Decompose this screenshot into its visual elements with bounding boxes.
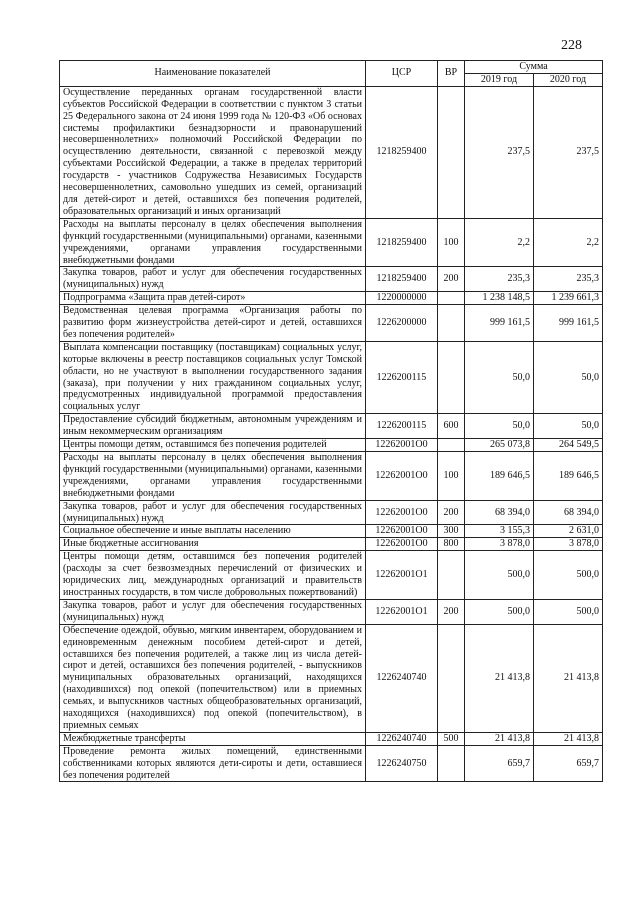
table-row	[60, 267, 603, 292]
cell-csr: 1226200115	[366, 414, 438, 439]
cell-csr: 1218259400	[366, 218, 438, 267]
cell-name: Осуществление переданных органам государственной власти субъектов Российской Федерации в соответствии с пунктом 3 статьи 25 Федерального закона от 24 июня 1999 года № 120-ФЗ «Об основах системы профилактики безнадзорности и правонарушений несовершеннолетних» полномочий Российской Федерации по осуществлению деятельности, связанной с перевозкой между субъектами Российской Федерации, а также в пределах территорий государств - участников Содружества Независимых Государств несовершеннолетних, самовольно ушедших из семей, организаций для детей-сирот и детей, оставшихся без попечения родителей, образовательных организаций и иных организаций	[60, 86, 366, 218]
cell-vr	[438, 86, 465, 218]
cell-csr: 1226240750	[366, 745, 438, 782]
cell-y2020: 50,0	[534, 341, 603, 413]
cell-vr	[438, 745, 465, 782]
cell-name: Закупка товаров, работ и услуг для обеспечения государственных (муниципальных) нужд	[60, 599, 366, 624]
cell-y2020: 999 161,5	[534, 305, 603, 342]
cell-vr: 800	[438, 538, 465, 551]
cell-name: Центры помощи детям, оставшимся без попечения родителей (расходы за счет безвозмездных перечислений от физических и юридических лиц, международных организаций и правительств иностранных государств, в том числе добровольных пожертвований)	[60, 551, 366, 600]
cell-csr: 1220000000	[366, 292, 438, 305]
cell-y2019: 21 413,8	[465, 732, 534, 745]
cell-y2020: 235,3	[534, 267, 603, 292]
cell-y2019: 500,0	[465, 551, 534, 600]
cell-name: Центры помощи детям, оставшимся без попечения родителей	[60, 439, 366, 452]
table-row	[60, 292, 603, 305]
header-csr: ЦСР	[366, 61, 438, 87]
cell-y2019: 999 161,5	[465, 305, 534, 342]
table-row	[60, 439, 603, 452]
cell-vr	[438, 551, 465, 600]
cell-y2019: 21 413,8	[465, 624, 534, 732]
cell-y2020: 1 239 661,3	[534, 292, 603, 305]
cell-csr: 12262001О0	[366, 500, 438, 525]
table-row	[60, 624, 603, 732]
table-row	[60, 452, 603, 501]
cell-csr: 1218259400	[366, 267, 438, 292]
cell-y2020: 189 646,5	[534, 452, 603, 501]
cell-name: Межбюджетные трансферты	[60, 732, 366, 745]
cell-name: Выплата компенсации поставщику (поставщикам) социальных услуг, которые включены в реестр поставщиков социальных услуг Томской области, но не участвуют в выполнении государственного задания (заказа), при получении у них гражданином социальных услуг, предусмотренных индивидуальной программой предоставления социальных услуг	[60, 341, 366, 413]
table-row	[60, 341, 603, 413]
cell-y2020: 21 413,8	[534, 624, 603, 732]
cell-y2019: 3 878,0	[465, 538, 534, 551]
cell-name: Закупка товаров, работ и услуг для обеспечения государственных (муниципальных) нужд	[60, 500, 366, 525]
cell-csr: 1226200000	[366, 305, 438, 342]
cell-vr: 200	[438, 267, 465, 292]
cell-csr: 1226240740	[366, 624, 438, 732]
cell-vr: 500	[438, 732, 465, 745]
cell-vr: 100	[438, 218, 465, 267]
cell-csr: 12262001О1	[366, 599, 438, 624]
cell-csr: 12262001О1	[366, 551, 438, 600]
table-row	[60, 732, 603, 745]
cell-y2020: 659,7	[534, 745, 603, 782]
table-row	[60, 305, 603, 342]
cell-y2019: 500,0	[465, 599, 534, 624]
cell-y2019: 237,5	[465, 86, 534, 218]
cell-y2019: 265 073,8	[465, 439, 534, 452]
cell-csr: 12262001О0	[366, 525, 438, 538]
cell-y2019: 68 394,0	[465, 500, 534, 525]
header-year-2019: 2019 год	[465, 73, 534, 86]
cell-y2020: 237,5	[534, 86, 603, 218]
cell-name: Подпрограмма «Защита прав детей-сирот»	[60, 292, 366, 305]
table-row	[60, 500, 603, 525]
cell-y2020: 500,0	[534, 599, 603, 624]
cell-y2020: 50,0	[534, 414, 603, 439]
header-sum: Сумма	[465, 61, 603, 74]
cell-y2019: 50,0	[465, 414, 534, 439]
table-row	[60, 599, 603, 624]
cell-name: Ведомственная целевая программа «Организация работы по развитию форм жизнеустройства детей-сирот и детей, оставшихся без попечения родителей»	[60, 305, 366, 342]
cell-y2019: 1 238 148,5	[465, 292, 534, 305]
cell-name: Закупка товаров, работ и услуг для обеспечения государственных (муниципальных) нужд	[60, 267, 366, 292]
cell-y2020: 3 878,0	[534, 538, 603, 551]
cell-name: Расходы на выплаты персоналу в целях обеспечения выполнения функций государственными (муниципальными) органами, казенными учреждениями, органами управления государственными внебюджетными фондами	[60, 218, 366, 267]
cell-csr: 1226200115	[366, 341, 438, 413]
cell-name: Проведение ремонта жилых помещений, единственными собственниками которых являются дети-сироты и дети, оставшиеся без попечения родителей	[60, 745, 366, 782]
cell-csr: 12262001О0	[366, 452, 438, 501]
cell-y2019: 50,0	[465, 341, 534, 413]
cell-name: Социальное обеспечение и иные выплаты населению	[60, 525, 366, 538]
cell-vr: 600	[438, 414, 465, 439]
cell-y2020: 2 631,0	[534, 525, 603, 538]
cell-vr: 300	[438, 525, 465, 538]
cell-vr	[438, 292, 465, 305]
table-row	[60, 538, 603, 551]
header-name: Наименование показателей	[60, 61, 366, 87]
cell-y2019: 2,2	[465, 218, 534, 267]
cell-vr	[438, 305, 465, 342]
table-row	[60, 414, 603, 439]
cell-y2020: 2,2	[534, 218, 603, 267]
header-vr: ВР	[438, 61, 465, 87]
cell-csr: 12262001О0	[366, 538, 438, 551]
cell-vr: 200	[438, 599, 465, 624]
page-number: 228	[561, 38, 582, 53]
table-row	[60, 551, 603, 600]
cell-csr: 1226240740	[366, 732, 438, 745]
cell-y2020: 68 394,0	[534, 500, 603, 525]
cell-csr: 1218259400	[366, 86, 438, 218]
table-row	[60, 86, 603, 218]
cell-csr: 12262001О0	[366, 439, 438, 452]
cell-name: Расходы на выплаты персоналу в целях обеспечения выполнения функций государственными (муниципальными) органами, казенными учреждениями, органами управления государственными внебюджетными фондами	[60, 452, 366, 501]
cell-vr: 200	[438, 500, 465, 525]
table-row	[60, 525, 603, 538]
cell-vr	[438, 624, 465, 732]
header-year-2020: 2020 год	[534, 73, 603, 86]
cell-name: Иные бюджетные ассигнования	[60, 538, 366, 551]
cell-name: Предоставление субсидий бюджетным, автономным учреждениям и иным некоммерческим организациям	[60, 414, 366, 439]
cell-y2020: 264 549,5	[534, 439, 603, 452]
cell-y2019: 3 155,3	[465, 525, 534, 538]
cell-vr	[438, 341, 465, 413]
table-row	[60, 745, 603, 782]
cell-y2019: 189 646,5	[465, 452, 534, 501]
budget-table	[59, 60, 603, 782]
cell-vr	[438, 439, 465, 452]
table-row	[60, 218, 603, 267]
cell-vr: 100	[438, 452, 465, 501]
cell-name: Обеспечение одеждой, обувью, мягким инвентарем, оборудованием и единовременным денежным пособием детей-сирот и детей, оставшихся без попечения родителей, а также лиц из числа детей-сирот и детей, оставшихся без попечения родителей, - выпускников муниципальных образовательных организаций, находящихся (находившихся) под опекой (попечительством) или в приемных семьях, и выпускников частных общеобразовательных организаций, находящихся (находившихся) под опекой (попечительством), в приемных семьях	[60, 624, 366, 732]
cell-y2020: 500,0	[534, 551, 603, 600]
cell-y2020: 21 413,8	[534, 732, 603, 745]
cell-y2019: 659,7	[465, 745, 534, 782]
cell-y2019: 235,3	[465, 267, 534, 292]
